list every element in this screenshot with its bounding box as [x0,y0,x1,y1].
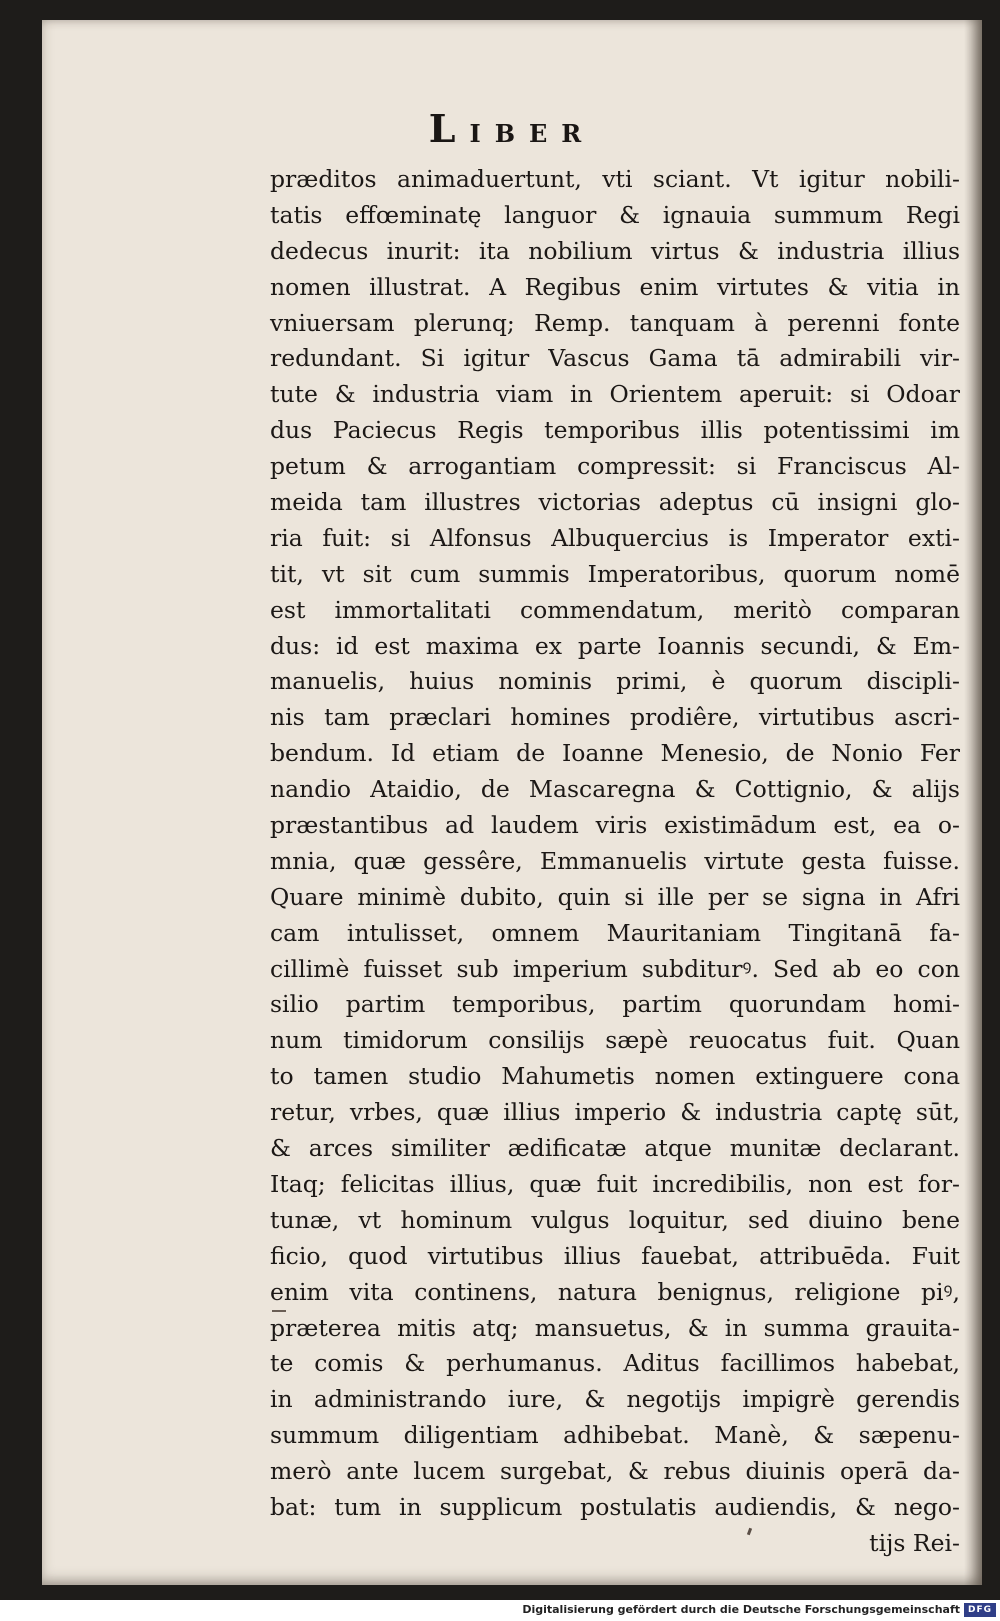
text-line: & arces similiter ædificatæ atque munitæ declarant. [270,1134,960,1163]
text-line: præstantibus ad laudem viris existimādum est, ea o- [270,811,960,840]
margin-mark [272,1310,286,1312]
footer-bar [0,1600,1000,1621]
text-line: in administrando iure, & negotijs impigrè gerendis [270,1385,960,1414]
text-line: nandio Ataidio, de Mascaregna & Cottignio, & alijs [270,775,960,804]
text-line: cam intulisset, omnem Mauritaniam Tingitanā fa- [270,918,960,947]
text-line: vniuersam plerunq; Remp. tanquam à perenni fonte [270,308,960,337]
text-line: mnia, quæ gessêre, Emmanuelis virtute gesta fuisse. [270,846,960,875]
text-line: præterea mitis atq; mansuetus, & in summa grauita- [270,1313,960,1342]
running-head: LIBER [428,106,596,151]
text-line: Itaq; felicitas illius, quæ fuit incredibilis, non est for- [270,1169,960,1198]
text-line: tunæ, vt hominum vulgus loquitur, sed diuino bene [270,1205,960,1234]
text-line: tit, vt sit cum summis Imperatoribus, quorum nomē [270,559,960,588]
body-text [270,162,960,1562]
text-line: dus: id est maxima ex parte Ioannis secundi, & Em- [270,631,960,660]
funding-credit: Digitalisierung gefördert durch die Deutsche Forschungsgemeinschaft [522,1603,960,1616]
text-line: ria fuit: si Alfonsus Albuquercius is Imperator exti- [270,523,960,552]
text-line: est immortalitati commendatum, meritò comparan [270,595,960,624]
text-line: retur, vrbes, quæ illius imperio & industria captę sūt, [270,1098,960,1127]
text-line: dedecus inurit: ita nobilium virtus & industria illius [270,236,960,265]
text-line: meida tam illustres victorias adeptus cū insigni glo- [270,488,960,517]
text-line: petum & arrogantiam compressit: si Franciscus Al- [270,452,960,481]
text-line: præditos animaduertunt, vti sciant. Vt igitur nobili- [270,165,960,193]
text-line: manuelis, huius nominis primi, è quorum discipli- [270,667,960,696]
text-line: bat: tum in supplicum postulatis audiendis, & nego- [270,1492,960,1521]
text-line: redundant. Si igitur Vascus Gama tā admirabili vir- [270,344,960,373]
text-line: tijs Rei- [869,1528,960,1557]
dfg-logo: DFG [964,1603,996,1617]
text-line: Quare minimè dubito, quin si ille per se signa in Afri [270,882,960,911]
text-line: ficio, quod virtutibus illius fauebat, attribuēda. Fuit [270,1241,960,1270]
text-line: bendum. Id etiam de Ioanne Menesio, de Nonio Fer [270,739,960,768]
text-line: silio partim temporibus, partim quorundam homi- [270,990,960,1019]
text-line: tatis effœminatę languor & ignauia summum Regi [270,200,960,229]
text-line: te comis & perhumanus. Aditus facillimos habebat, [270,1349,960,1378]
text-line: nomen illustrat. A Regibus enim virtutes & vitia in [270,272,960,301]
text-line: num timidorum consilijs sæpè reuocatus fuit. Quan [270,1026,960,1055]
text-line: summum diligentiam adhibebat. Manè, & sæpenu- [270,1421,960,1450]
text-line: enim vita continens, natura benignus, religione piꝰ, [270,1277,960,1306]
text-line: merò ante lucem surgebat, & rebus diuinis operā da- [270,1457,960,1486]
text-line: nis tam præclari homines prodiêre, virtutibus ascri- [270,703,960,732]
text-line: tute & industria viam in Orientem aperuit: si Odoar [270,380,960,409]
text-line: cillimè fuisset sub imperium subditurꝰ. Sed ab eo con [270,954,960,983]
text-line: dus Paciecus Regis temporibus illis potentissimi im [270,416,960,445]
text-line: to tamen studio Mahumetis nomen extinguere cona [270,1062,960,1091]
book-page [42,20,982,1585]
gutter-shadow [964,20,982,1585]
